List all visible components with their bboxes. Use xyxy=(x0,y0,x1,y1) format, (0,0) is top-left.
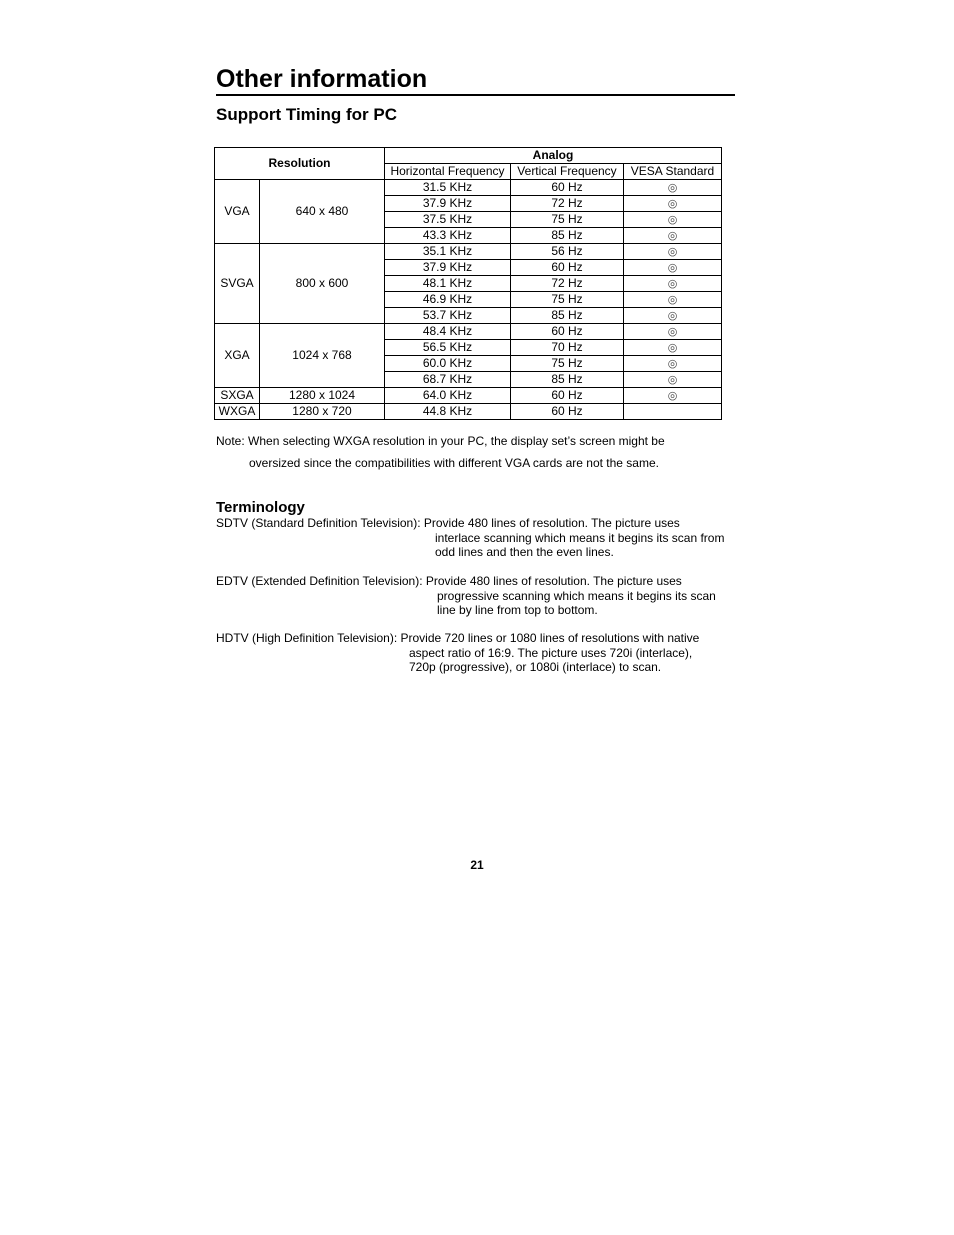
vesa-check-icon: ◎ xyxy=(624,372,722,388)
term-sdtv-line-2: interlace scanning which means it begins its scan from xyxy=(435,530,725,545)
table-row xyxy=(215,388,722,404)
mode-cell: SXGA xyxy=(215,388,260,404)
horizontal-frequency-cell: 44.8 KHz xyxy=(385,404,511,420)
mode-cell: VGA xyxy=(215,180,260,244)
section-title: Support Timing for PC xyxy=(216,105,398,124)
header-vertical-frequency: Vertical Frequency xyxy=(511,164,624,180)
horizontal-frequency-cell: 64.0 KHz xyxy=(385,388,511,404)
mode-cell: WXGA xyxy=(215,404,260,420)
vesa-check-icon: ◎ xyxy=(624,196,722,212)
table-row xyxy=(215,180,722,196)
vertical-frequency-cell: 70 Hz xyxy=(511,340,624,356)
vesa-check-icon: ◎ xyxy=(624,388,722,404)
horizontal-frequency-cell: 68.7 KHz xyxy=(385,372,511,388)
vertical-frequency-cell: 60 Hz xyxy=(511,388,624,404)
vesa-check-icon: ◎ xyxy=(624,340,722,356)
resolution-cell: 1280 x 1024 xyxy=(260,388,385,404)
term-sdtv-line-3: odd lines and then the even lines. xyxy=(435,545,614,559)
horizontal-frequency-cell: 46.9 KHz xyxy=(385,292,511,308)
resolution-cell: 800 x 600 xyxy=(260,244,385,324)
timing-table-body xyxy=(215,180,722,420)
term-hdtv-line-3: 720p (progressive), or 1080i (interlace) to scan. xyxy=(409,660,662,674)
vertical-frequency-cell: 72 Hz xyxy=(511,196,624,212)
vertical-frequency-cell: 60 Hz xyxy=(511,404,624,420)
horizontal-frequency-cell: 31.5 KHz xyxy=(385,180,511,196)
horizontal-frequency-cell: 48.1 KHz xyxy=(385,276,511,292)
term-hdtv-line-1: HDTV (High Definition Television): Provide 720 lines or 1080 lines of resolutions with native xyxy=(216,631,700,645)
header-horizontal-frequency: Horizontal Frequency xyxy=(385,164,511,180)
vesa-check-icon: ◎ xyxy=(624,308,722,324)
term-edtv-line-3: line by line from top to bottom. xyxy=(437,603,598,617)
term-edtv-line-1: EDTV (Extended Definition Television): Provide 480 lines of resolution. The picture uses xyxy=(216,574,682,588)
horizontal-frequency-cell: 43.3 KHz xyxy=(385,228,511,244)
horizontal-frequency-cell: 53.7 KHz xyxy=(385,308,511,324)
resolution-cell: 1280 x 720 xyxy=(260,404,385,420)
horizontal-frequency-cell: 37.9 KHz xyxy=(385,260,511,276)
horizontal-frequency-cell: 37.5 KHz xyxy=(385,212,511,228)
vesa-check-icon: ◎ xyxy=(624,324,722,340)
term-sdtv-line-1: SDTV (Standard Definition Television): Provide 480 lines of resolution. The picture uses xyxy=(216,516,680,530)
term-edtv xyxy=(216,574,716,618)
note-line-2: oversized since the compatibilities with different VGA cards are not the same. xyxy=(249,456,659,470)
table-row xyxy=(215,244,722,260)
vesa-check-icon: ◎ xyxy=(624,292,722,308)
horizontal-frequency-cell: 37.9 KHz xyxy=(385,196,511,212)
vesa-check-icon: ◎ xyxy=(624,260,722,276)
header-resolution: Resolution xyxy=(215,148,385,180)
term-edtv-line-2: progressive scanning which means it begins its scan xyxy=(437,588,716,603)
vertical-frequency-cell: 75 Hz xyxy=(511,292,624,308)
note-line-1: Note: When selecting WXGA resolution in your PC, the display set’s screen might be xyxy=(216,434,665,448)
term-hdtv xyxy=(216,631,699,675)
vertical-frequency-cell: 85 Hz xyxy=(511,228,624,244)
table-row xyxy=(215,324,722,340)
vertical-frequency-cell: 75 Hz xyxy=(511,212,624,228)
support-timing-table xyxy=(214,147,722,420)
vesa-check-icon: ◎ xyxy=(624,228,722,244)
vertical-frequency-cell: 60 Hz xyxy=(511,180,624,196)
resolution-cell: 1024 x 768 xyxy=(260,324,385,388)
horizontal-frequency-cell: 60.0 KHz xyxy=(385,356,511,372)
resolution-cell: 640 x 480 xyxy=(260,180,385,244)
header-vesa-standard: VESA Standard xyxy=(624,164,722,180)
vesa-check-icon: ◎ xyxy=(624,244,722,260)
vertical-frequency-cell: 60 Hz xyxy=(511,260,624,276)
mode-cell: SVGA xyxy=(215,244,260,324)
vertical-frequency-cell: 85 Hz xyxy=(511,308,624,324)
horizontal-frequency-cell: 35.1 KHz xyxy=(385,244,511,260)
vertical-frequency-cell: 85 Hz xyxy=(511,372,624,388)
vertical-frequency-cell: 75 Hz xyxy=(511,356,624,372)
term-sdtv xyxy=(216,516,724,560)
term-hdtv-line-2: aspect ratio of 16:9. The picture uses 720i (interlace), xyxy=(409,645,693,660)
vesa-check-icon: ◎ xyxy=(624,212,722,228)
vertical-frequency-cell: 60 Hz xyxy=(511,324,624,340)
horizontal-frequency-cell: 48.4 KHz xyxy=(385,324,511,340)
horizontal-frequency-cell: 56.5 KHz xyxy=(385,340,511,356)
vesa-check-icon: ◎ xyxy=(624,180,722,196)
terminology-title: Terminology xyxy=(216,499,305,516)
page-title: Other information xyxy=(216,64,735,96)
page-number: 21 xyxy=(470,858,484,872)
header-analog: Analog xyxy=(385,148,722,164)
vesa-check-icon: ◎ xyxy=(624,356,722,372)
table-row xyxy=(215,404,722,420)
vesa-check-icon: ◎ xyxy=(624,276,722,292)
vesa-check-icon xyxy=(624,404,722,420)
vertical-frequency-cell: 56 Hz xyxy=(511,244,624,260)
mode-cell: XGA xyxy=(215,324,260,388)
vertical-frequency-cell: 72 Hz xyxy=(511,276,624,292)
